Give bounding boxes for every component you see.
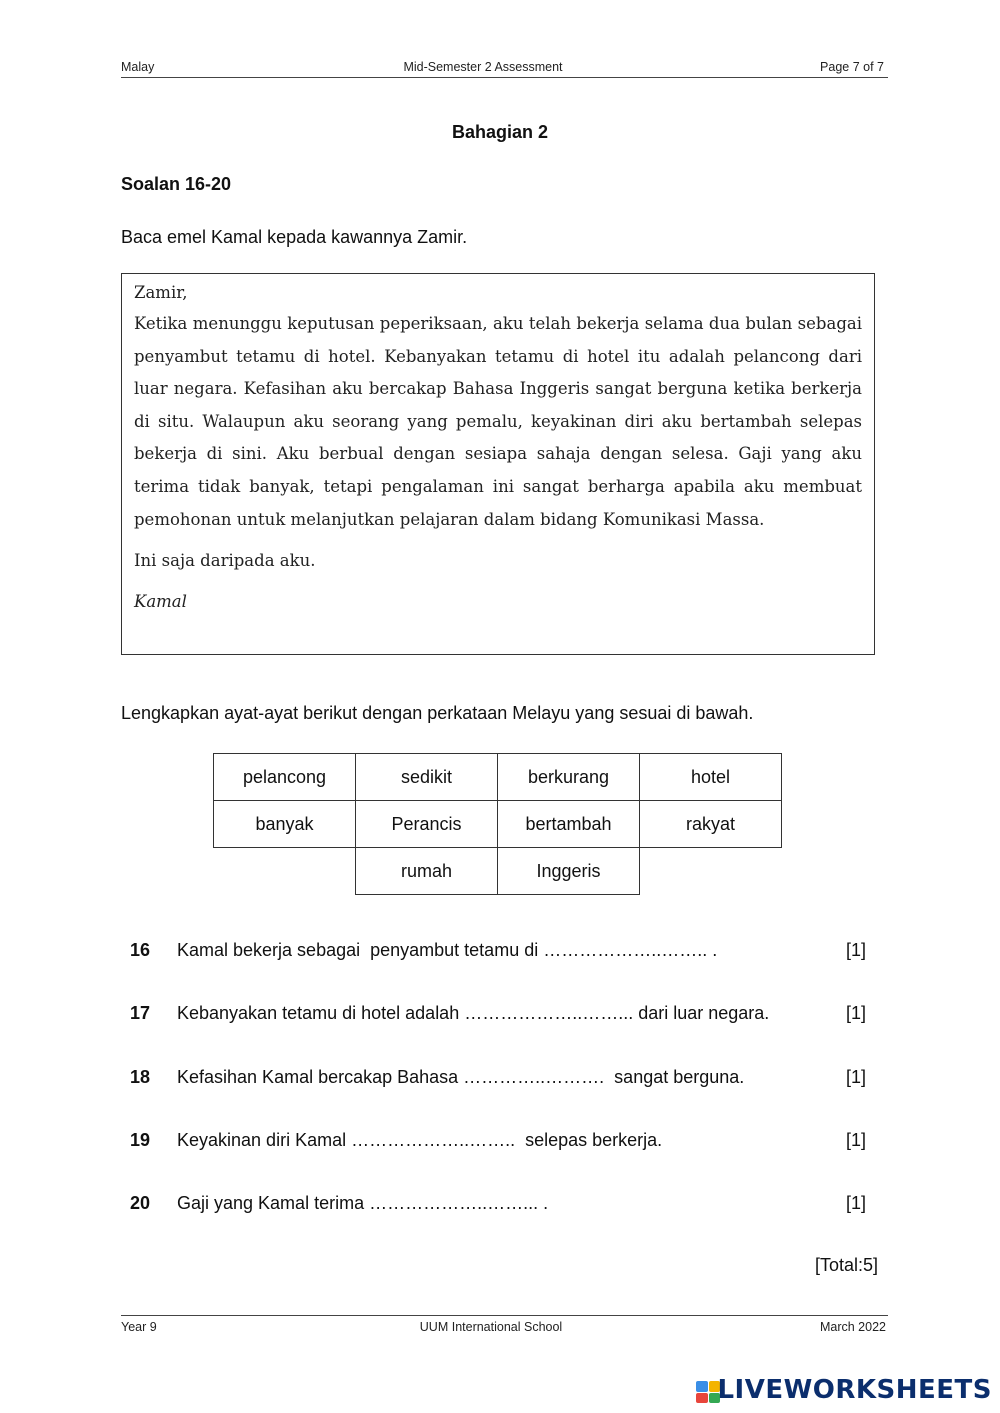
question-number: 16 [130, 940, 151, 960]
liveworksheets-brand: LIVEWORKSHEETS [717, 1375, 992, 1405]
word-bank-instruction: Lengkapkan ayat-ayat berikut dengan perkataan Melayu yang sesuai di bawah. [121, 703, 754, 723]
header-page-number: Page 7 of 7 [820, 60, 884, 74]
question-text[interactable]: Kebanyakan tetamu di hotel adalah ………………..……... dari luar negara. [177, 1003, 770, 1023]
email-box [121, 273, 875, 655]
reading-instruction: Baca emel Kamal kepada kawannya Zamir. [121, 227, 468, 247]
question-mark: [1] [845, 1193, 866, 1213]
question-mark: [1] [845, 1003, 866, 1023]
email-closing: Ini saja daripada aku. [134, 551, 316, 571]
question-mark: [1] [845, 1130, 866, 1150]
word-bank-empty-cell [214, 848, 356, 895]
question-number: 18 [130, 1067, 151, 1087]
email-greeting: Zamir, [134, 283, 188, 302]
word-bank-cell: bertambah [498, 801, 640, 848]
question-number: 20 [130, 1193, 151, 1213]
footer-year: Year 9 [121, 1320, 157, 1334]
word-bank-cell: sedikit [356, 754, 498, 801]
question-number: 19 [130, 1130, 151, 1150]
word-bank-cell: banyak [214, 801, 356, 848]
logo-square [696, 1381, 708, 1392]
question-20 [0, 1193, 1000, 1219]
email-signature: Kamal [134, 592, 187, 612]
question-number: 17 [130, 1003, 151, 1023]
question-text[interactable]: Kefasihan Kamal bercakap Bahasa …………..………. sangat berguna. [177, 1067, 745, 1087]
word-bank-row [214, 848, 782, 895]
word-bank-cell: pelancong [214, 754, 356, 801]
word-bank-cell: rakyat [640, 801, 782, 848]
question-17 [0, 1003, 1000, 1029]
question-19 [0, 1130, 1000, 1156]
word-bank-empty-cell [640, 848, 782, 895]
total-marks: [Total:5] [814, 1255, 878, 1275]
question-text[interactable]: Gaji yang Kamal terima ………………..……... . [177, 1193, 549, 1213]
email-body: Ketika menunggu keputusan peperiksaan, aku telah bekerja selama dua bulan sebagai penyambut tetamu di hotel. Kebanyakan tetamu di hotel itu adalah pelancong dari luar negara. Kefasihan aku bercakap Bahasa Inggeris sangat berguna ketika berkerja di situ. Walaupun aku seorang yang pemalu, keyakinan diri aku bertambah selepas bekerja di sini. Aku berbual dengan sesiapa sahaja dengan selesa. Gaji yang aku terima tidak banyak, tetapi pengalaman ini sangat berharga apabila aku membuat pemohonan untuk melanjutkan pelajaran dalam bidang Komunikasi Massa. [134, 314, 862, 529]
header-assessment: Mid-Semester 2 Assessment [403, 60, 563, 74]
word-bank-cell: rumah [356, 848, 498, 895]
question-text[interactable]: Keyakinan diri Kamal ………………..…….. selepas berkerja. [177, 1130, 663, 1150]
header-rule [121, 77, 888, 78]
section-title: Bahagian 2 [451, 122, 549, 142]
word-bank-table [213, 753, 782, 895]
word-bank-row [214, 754, 782, 801]
question-range: Soalan 16-20 [121, 174, 232, 194]
question-text[interactable]: Kamal bekerja sebagai penyambut tetamu di ………………..…….. . [177, 940, 718, 960]
question-mark: [1] [845, 1067, 866, 1087]
word-bank-cell: berkurang [498, 754, 640, 801]
logo-square [696, 1393, 708, 1404]
word-bank-cell: Inggeris [498, 848, 640, 895]
word-bank-cell: Perancis [356, 801, 498, 848]
footer-school: UUM International School [419, 1320, 563, 1334]
word-bank-cell: hotel [640, 754, 782, 801]
header-subject: Malay [121, 60, 155, 74]
question-16 [0, 940, 1000, 966]
question-18 [0, 1067, 1000, 1093]
footer-date: March 2022 [819, 1320, 886, 1334]
question-mark: [1] [845, 940, 866, 960]
footer-rule [121, 1315, 888, 1316]
liveworksheets-logo-icon [696, 1381, 720, 1403]
word-bank-row [214, 801, 782, 848]
